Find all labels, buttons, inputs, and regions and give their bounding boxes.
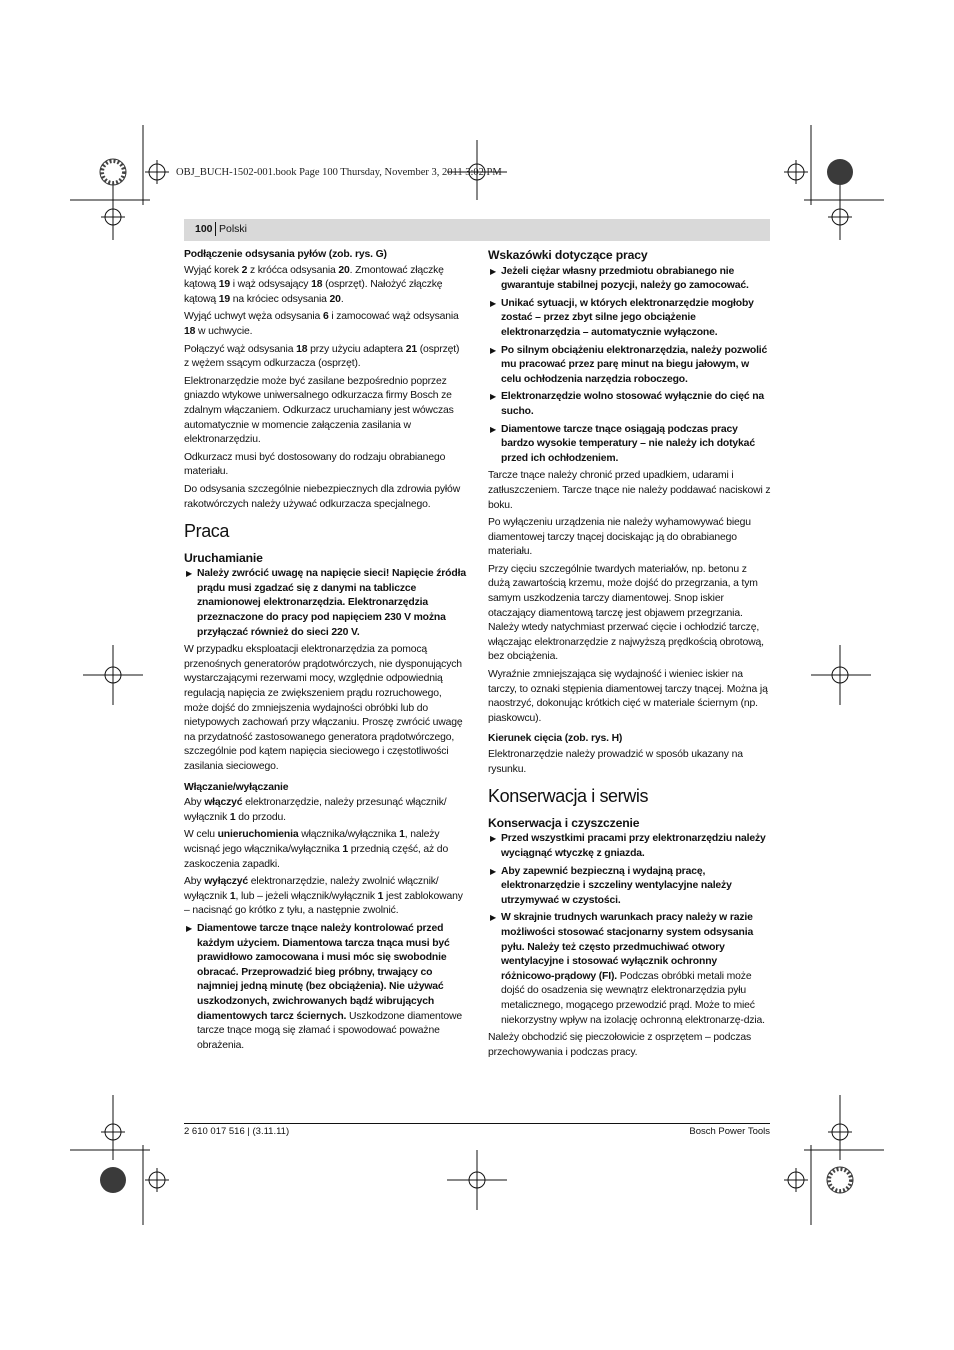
onoff-heading: Włączanie/wyłączanie [184, 781, 289, 793]
warning-bullet: ▶ Po silnym obciążeniu elektronarzędzia, należy pozwolić mu pracować przez parę minut na biegu jałowym, w celu ochłodzenia narzędzia roboczego. [490, 344, 768, 385]
paragraph: W celu unieruchomienia włącznika/wyłącznika 1, należy wcisnąć jego włącznika/wyłącznika 1 przednią część, aż do zaskoczenia zapadki. [184, 829, 449, 870]
paragraph: Aby wyłączyć elektronarzędzie, należy zwolnić włącznik/ wyłącznik 1, lub – jeżeli włącznik/wyłącznik 1 jest zablokowany – nacisnąć go krótko z tyłu, a następnie zwolnić. [184, 876, 463, 917]
warning-bullet: ▶ Przed wszystkimi pracami przy elektronarzędziu należy wyciągnąć wtyczkę z gniazda. [490, 833, 766, 859]
footer-doc-number: 2 610 017 516 | (3.11.11) [184, 1126, 290, 1137]
paragraph: Wyraźnie zmniejszająca się wydajność i wieniec iskier na tarczy, to oznaki stępienia diamentowej tarczy tnącej. Można ją naostrzyć, dokonując krótkich cięć w materiale ściernym (np. piaskowcu). [488, 669, 768, 724]
warning-bullet: ▶ Należy zwrócić uwagę na napięcie sieci! Napięcie źródła prądu musi zgadzać się z danymi na tabliczce znamionowej elektronarzędzia. Elektronarzędzia przeznaczone do pracy pod napięciem 230 V można przyłączać również do sieci 220 V. [186, 568, 466, 638]
paragraph: Przy cięciu szczególnie twardych materiałów, np. betonu z dużą zawartością krzemu, może dojść do przegrzania, a tym samym uszkodzenia tarczy diamentowej. Snop iskier otaczający diamentową tarczę jest objawem przegrzania. Należy wtedy natychmiast przerwać cięcie i ochłodzić tarczę, włączając elektronarzędzie z najwyższą prędkością obrotową, bez obciążenia. [488, 563, 764, 663]
paragraph: Wyjąć korek 2 z króćca odsysania 20. Zmontować złączkę kątową 19 i wąż odsysający 18 (osprzęt). Nałożyć złączkę kątową 19 na króciec odsysania 20. [184, 264, 444, 305]
warning-bullet: ▶ Elektronarzędzie wolno stosować wyłącznie do cięć na sucho. [490, 391, 765, 417]
paragraph: Odkurzacz musi być dostosowany do rodzaju obrabianego materiału. [184, 451, 446, 478]
arrow-right-icon: ▶ [490, 345, 497, 355]
right-column [488, 248, 771, 1063]
arrow-right-icon: ▶ [186, 569, 193, 579]
paragraph: Po wyłączeniu urządzenia nie należy wyhamowywać biegu diamentowej tarczy tnącej dociskając ją do obrabianego materiału. [488, 517, 751, 558]
header-language: Polski [219, 223, 248, 235]
tips-heading: Wskazówki dotyczące pracy [488, 248, 648, 262]
left-column [184, 248, 467, 1056]
footer-brand: Bosch Power Tools [689, 1126, 770, 1137]
start-heading: Uruchamianie [184, 550, 263, 565]
arrow-right-icon: ▶ [490, 298, 497, 308]
paragraph: Tarcze tnące należy chronić przed upadkiem, udarami i zatłuszczeniem. Tarcze tnące nie należy poddawać naciskowi z boku. [488, 470, 771, 511]
header-separator [215, 222, 216, 236]
footer-rule [184, 1123, 770, 1124]
paragraph: Połączyć wąż odsysania 18 przy użyciu adaptera 21 (osprzęt) z wężem ssącym odkurzacza (osprzęt). [184, 343, 460, 370]
paragraph: Elektronarzędzie może być zasilane bezpośrednio poprzez gniazdo wtykowe uniwersalnego odkurzacza firmy Bosch ze zdalnym włączaniem. Odkurzacz uruchamiany jest wówczas automatycznie w momencie załączenia zasilania w elektronarzędziu. [184, 375, 454, 446]
section-heading-praca: Praca [184, 521, 230, 542]
arrow-right-icon: ▶ [490, 424, 497, 434]
paragraph: Do odsysania szczególnie niebezpiecznych dla zdrowia pyłów rakotwórczych należy używać odkurzacza specjalnego. [184, 483, 461, 510]
warning-bullet: ▶ Jeżeli ciężar własny przedmiotu obrabianego nie gwarantuje stabilnej pozycji, należy go zamocować. [490, 265, 749, 292]
paragraph: Wyjąć uchwyt węża odsysania 6 i zamocować wąż odsysania 18 w uchwycie. [184, 311, 459, 337]
warning-bullet: ▶ Unikać sytuacji, w których elektronarzędzie mogłoby zostać – przez zbyt silne jego obciążenie elektronarzędzia – automatycznie wyłączone. [490, 297, 754, 338]
cleaning-heading: Konserwacja i czyszczenie [488, 815, 640, 830]
paragraph: Aby włączyć elektronarzędzie, należy przesunąć włącznik/ wyłącznik 1 do przodu. [184, 797, 447, 823]
arrow-right-icon: ▶ [186, 923, 193, 933]
warning-bullet: ▶ W skrajnie trudnych warunkach pracy należy w razie możliwości stosować stacjonarny system odsysania pyłu. Należy też często przedmuchiwać otwory wentylacyjne i stosować wyłącznik ochronny różnicowo-prądowy (FI). Podczas obróbki metali może dojść do osadzenia się wewnątrz elektronarzędzia pyłu metalicznego, mogącego przewodzić prąd. Może to mieć niekorzystny wpływ na izolację ochronną elektronarzę-dzia. [490, 912, 765, 1026]
file-slug: OBJ_BUCH-1502-001.book Page 100 Thursday, November 3, 2011 3:02 PM [176, 167, 502, 178]
cutting-direction-heading: Kierunek cięcia (zob. rys. H) [488, 733, 623, 745]
arrow-right-icon: ▶ [490, 266, 497, 276]
dust-extraction-heading: Podłączenie odsysania pyłów (zob. rys. G) [184, 249, 387, 260]
paragraph: Należy obchodzić się pieczołowicie z osprzętem – podczas przechowywania i podczas pracy. [488, 1032, 752, 1058]
warning-bullet: ▶ Aby zapewnić bezpieczną i wydajną pracę, elektronarzędzie i szczeliny wentylacyjne należy utrzymywać w czystości. [490, 865, 732, 906]
section-heading-service: Konserwacja i serwis [488, 786, 649, 807]
arrow-right-icon: ▶ [490, 834, 497, 844]
arrow-right-icon: ▶ [490, 866, 497, 876]
page-number: 100 [195, 223, 213, 235]
arrow-right-icon: ▶ [490, 392, 497, 402]
paragraph: W przypadku eksploatacji elektronarzędzia za pomocą przenośnych generatorów prądotwórczych, nie dysponujących wystarczającymi rezerwami mocy, względnie odpowiednią regulacją napięcia ze zwiększeniem prądu rozruchowego, może dojść do zmniejszenia wydajności obróbki lub do nietypowych zachowań przy włączaniu. Proszę zwrócić uwagę na przydatność zastosowanego generatora prądotwórczego, szczególnie pod kątem napięcia sieciowego i częstotliwości zasilania sieciowego. [184, 644, 463, 772]
page-header [184, 219, 770, 241]
arrow-right-icon: ▶ [490, 913, 497, 923]
warning-bullet: ▶ Diamentowe tarcze tnące osiągają podczas pracy bardzo wysokie temperatury – nie należy ich dotykać przed ich ochłodzeniem. [490, 423, 755, 464]
warning-bullet: ▶ Diamentowe tarcze tnące należy kontrolować przed każdym użyciem. Diamentowa tarcza tnąca musi być prawidłowo zamocowana i musi móc się swobodnie obracać. Przeprowadzić bieg próbny, trwający co najmniej jedną minutę (bez obciążenia). Nie używać uszkodzonych, zwichrowanych bądź wibrujących diamentowych tarcz ściernych. Uszkodzone diamentowe tarcze tnące mogą się złamać i spowodować poważne obrażenia. [186, 922, 462, 1051]
paragraph: Elektronarzędzie należy prowadzić w sposób ukazany na rysunku. [488, 749, 743, 775]
